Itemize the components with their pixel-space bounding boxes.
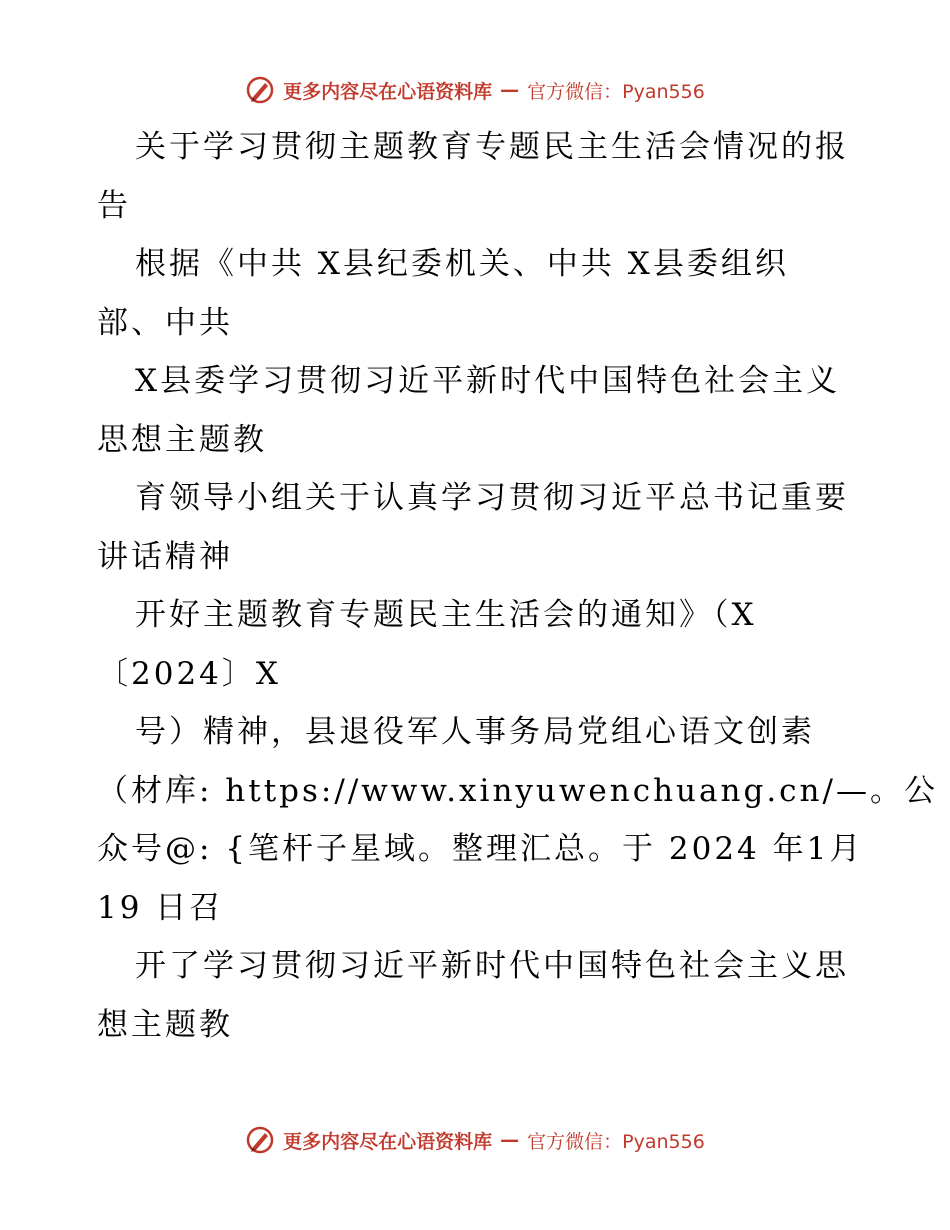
document-line: 想主题教	[97, 1006, 233, 1043]
pen-logo-icon	[245, 1125, 275, 1155]
document-line: 告	[97, 187, 131, 224]
header-wechat-text: 官方微信：Pyan556	[527, 80, 705, 103]
footer-wechat-text: 官方微信：Pyan556	[527, 1130, 705, 1153]
document-line: X县委学习贯彻习近平新时代中国特色社会主义	[135, 363, 841, 399]
document-line: （材库: https://www.xinyuwenchuang.cn/—。公	[97, 772, 938, 809]
document-line: 19 日召	[97, 889, 224, 926]
document-line: 根据《中共 X县纪委机关、中共 X县委组织	[135, 246, 789, 282]
header-separator: —	[500, 79, 520, 101]
footer-site-text: 更多内容尽在心语资料库	[283, 1130, 493, 1153]
document-line: 号）精神，县退役军人事务局党组心语文创素	[135, 714, 815, 750]
document-line: 部、中共	[97, 304, 233, 341]
pen-logo-icon	[245, 75, 275, 105]
document-line: 众号@: {笔杆子星域。整理汇总。于 2024 年1月	[97, 831, 864, 867]
document-line: 〔2024〕X	[97, 655, 281, 692]
footer-watermark	[0, 1120, 950, 1160]
document-line: 关于学习贯彻主题教育专题民主生活会情况的报	[135, 129, 849, 165]
document-line: 思想主题教	[97, 421, 267, 458]
document-line: 讲话精神	[97, 538, 233, 575]
header-watermark	[0, 70, 950, 110]
document-line: 育领导小组关于认真学习贯彻习近平总书记重要	[135, 480, 849, 516]
header-site-text: 更多内容尽在心语资料库	[283, 80, 493, 103]
document-line: 开了学习贯彻习近平新时代中国特色社会主义思	[135, 948, 849, 984]
document-line: 开好主题教育专题民主生活会的通知》（X	[135, 597, 757, 633]
footer-separator: —	[500, 1129, 520, 1151]
document-body	[97, 118, 938, 1054]
